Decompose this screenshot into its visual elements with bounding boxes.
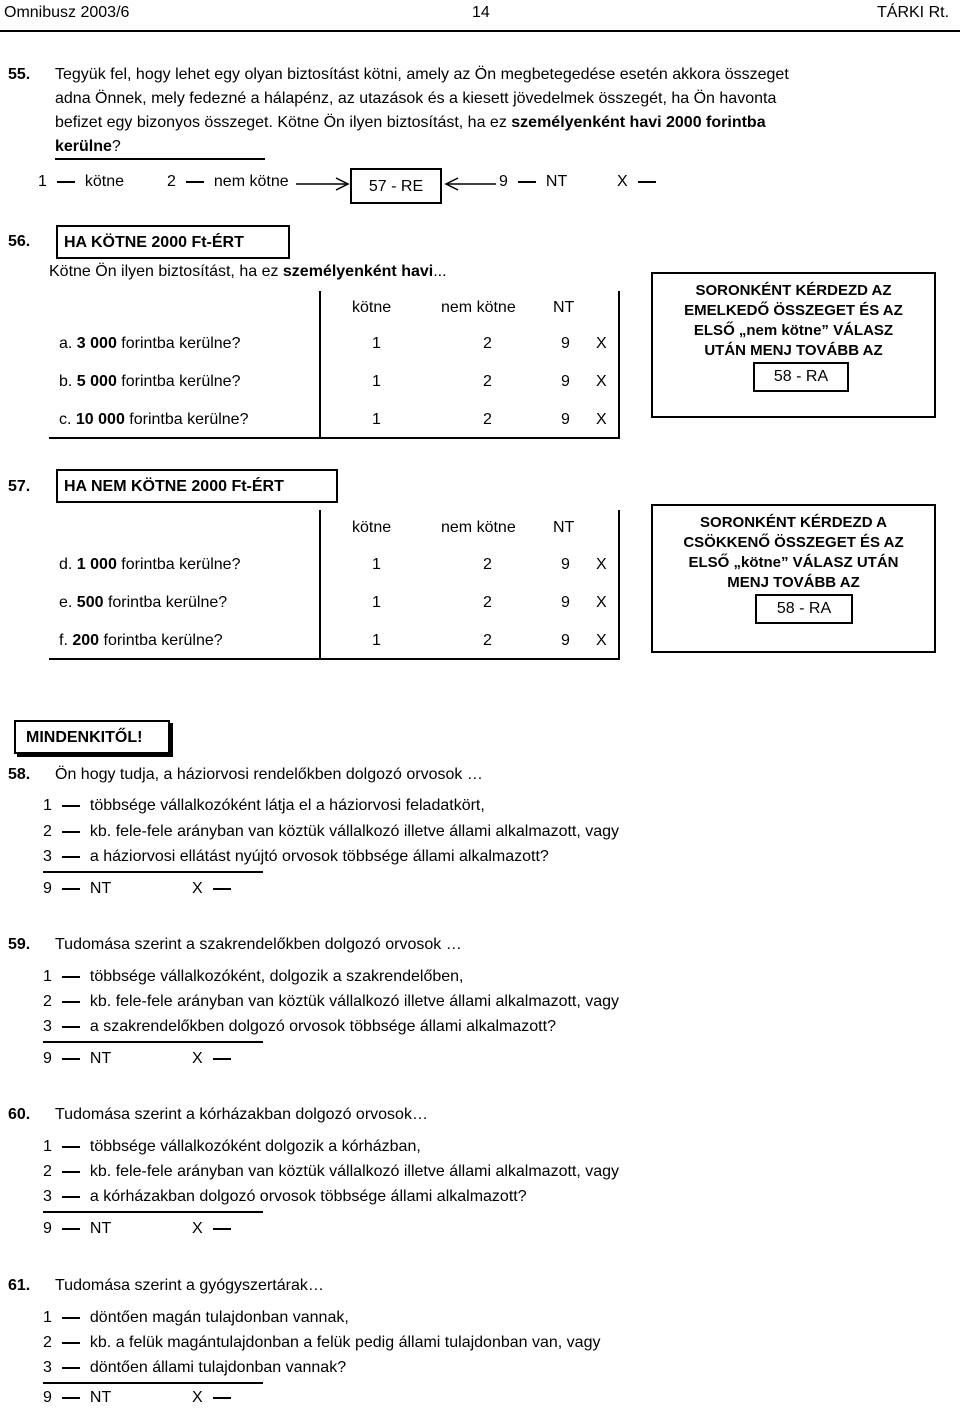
q61-option-3[interactable]: 3 döntően állami tulajdonban vannak? <box>43 1359 347 1376</box>
q59-option-3[interactable]: 3 a szakrendelőkben dolgozó orvosok többsége állami alkalmazott? <box>43 1018 556 1035</box>
q58-option-2[interactable]: 2 kb. fele-fele arányban van köztük vállalkozó illetve állami alkalmazott, vagy <box>43 823 620 840</box>
q57-goto: 58 - RA <box>776 600 832 617</box>
q55-option-x[interactable]: X <box>617 173 666 191</box>
q55-number: 55. <box>8 66 31 83</box>
q57-row-e-code-2[interactable]: 2 <box>483 594 492 611</box>
q55-line2: adna Önnek, mely fedezné a hálapénz, az utazások és a kiesett jövedelmek összegét, ha Ön havonta <box>55 90 777 107</box>
q58-option-1[interactable]: 1 többsége vállalkozóként látja el a háziorvosi feladatkört, <box>43 797 485 814</box>
header-divider <box>0 30 960 32</box>
q56-row-b-label: b. 5 000 forintba kerülne? <box>59 373 241 390</box>
q56-row-b-code-9[interactable]: 9 <box>561 373 570 390</box>
q57-table-right-border <box>618 510 620 660</box>
q60-option-9[interactable]: 9 NT <box>43 1220 112 1237</box>
q56-instruction-box <box>651 272 936 418</box>
q60-option-x[interactable]: X <box>192 1220 241 1238</box>
q57-row-d-code-9[interactable]: 9 <box>561 556 570 573</box>
q57-row-d-code-x[interactable]: X <box>596 556 607 573</box>
q56-table-left-border <box>319 291 321 439</box>
q56-row-a-code-2[interactable]: 2 <box>483 335 492 352</box>
q59-option-x[interactable]: X <box>192 1050 241 1068</box>
q61-question: Tudomása szerint a gyógyszertárak… <box>55 1277 324 1294</box>
q56-note-line3: ELSŐ „nem kötne” VÁLASZ <box>693 322 894 339</box>
q57-row-d-code-2[interactable]: 2 <box>483 556 492 573</box>
q56-table-bottom-border <box>49 437 620 439</box>
q56-row-c-label: c. 10 000 forintba kerülne? <box>59 411 249 428</box>
q59-option-2[interactable]: 2 kb. fele-fele arányban van köztük vállalkozó illetve állami alkalmazott, vagy <box>43 993 620 1010</box>
q56-note-line4: UTÁN MENJ TOVÁBB AZ <box>704 342 883 359</box>
q57-note-line2: CSÖKKENŐ ÖSSZEGET ÉS AZ <box>683 534 904 551</box>
q56-row-a-label: a. 3 000 forintba kerülne? <box>59 335 241 352</box>
page-number: 14 <box>472 4 490 21</box>
q56-table-right-border <box>618 291 620 439</box>
q56-title: HA KÖTNE 2000 Ft-ÉRT <box>64 234 244 251</box>
q56-note-line1: SORONKÉNT KÉRDEZD AZ <box>695 282 892 299</box>
q55-option-2[interactable]: 2 nem kötne <box>167 173 289 190</box>
q59-question: Tudomása szerint a szakrendelőkben dolgozó orvosok … <box>55 936 462 953</box>
q57-title-box <box>56 469 338 503</box>
q59-option-9[interactable]: 9 NT <box>43 1050 112 1067</box>
q57-row-e-label: e. 500 forintba kerülne? <box>59 594 228 611</box>
q60-option-2[interactable]: 2 kb. fele-fele arányban van köztük vállalkozó illetve állami alkalmazott, vagy <box>43 1163 620 1180</box>
q56-intro: Kötne Ön ilyen biztosítást, ha ez személyenként havi... <box>49 263 447 280</box>
q57-col-nt: NT <box>553 519 575 536</box>
q56-row-b-code-x[interactable]: X <box>596 373 607 390</box>
q57-number: 57. <box>8 478 31 495</box>
q55-underline <box>55 158 265 160</box>
q55-line3: befizet egy bizonyos összeget. Kötne Ön ilyen biztosítást, ha ez személyenként havi 2000 forintba <box>55 114 766 131</box>
q56-row-b-code-1[interactable]: 1 <box>372 373 381 390</box>
q61-option-x[interactable]: X <box>192 1389 241 1407</box>
q57-row-d-code-1[interactable]: 1 <box>372 556 381 573</box>
q56-note-line2: EMELKEDŐ ÖSSZEGET ÉS AZ <box>684 302 903 319</box>
q59-number: 59. <box>8 936 31 953</box>
q57-table-bottom-border <box>49 658 620 660</box>
q58-option-3[interactable]: 3 a háziorvosi ellátást nyújtó orvosok többsége állami alkalmazott? <box>43 848 549 865</box>
q58-divider <box>43 871 263 873</box>
q59-option-1[interactable]: 1 többsége vállalkozóként, dolgozik a szakrendelőben, <box>43 968 464 985</box>
q57-col-kotne: kötne <box>352 519 392 536</box>
q57-instruction-box <box>651 504 936 653</box>
q61-option-1[interactable]: 1 döntően magán tulajdonban vannak, <box>43 1309 349 1326</box>
q56-row-a-code-9[interactable]: 9 <box>561 335 570 352</box>
q56-col-nem-kotne: nem kötne <box>441 299 516 316</box>
q57-table-left-border <box>319 510 321 660</box>
q56-row-c-code-2[interactable]: 2 <box>483 411 492 428</box>
header-left: Omnibusz 2003/6 <box>4 4 130 21</box>
q59-divider <box>43 1041 263 1043</box>
header-right: TÁRKI Rt. <box>877 4 950 21</box>
q60-option-3[interactable]: 3 a kórházakban dolgozó orvosok többsége állami alkalmazott? <box>43 1188 527 1205</box>
q55-line4: kerülne? <box>55 138 121 155</box>
q57-note-line3: ELSŐ „kötne” VÁLASZ UTÁN <box>688 554 899 571</box>
q56-col-nt: NT <box>553 299 575 316</box>
q55-arrow-right <box>442 176 498 192</box>
q55-goto-box <box>350 168 442 204</box>
q57-row-e-code-9[interactable]: 9 <box>561 594 570 611</box>
q57-row-f-code-1[interactable]: 1 <box>372 632 381 649</box>
q56-number: 56. <box>8 233 31 250</box>
q57-row-f-code-9[interactable]: 9 <box>561 632 570 649</box>
q60-number: 60. <box>8 1106 31 1123</box>
q60-divider <box>43 1211 263 1213</box>
q58-question: Ön hogy tudja, a háziorvosi rendelőkben dolgozó orvosok … <box>55 766 483 783</box>
q58-number: 58. <box>8 766 31 783</box>
q57-title: HA NEM KÖTNE 2000 Ft-ÉRT <box>64 478 284 495</box>
q55-option-1[interactable]: 1 kötne <box>38 173 125 190</box>
q56-row-c-code-9[interactable]: 9 <box>561 411 570 428</box>
q57-row-e-code-1[interactable]: 1 <box>372 594 381 611</box>
q56-row-a-code-1[interactable]: 1 <box>372 335 381 352</box>
q57-row-f-label: f. 200 forintba kerülne? <box>59 632 223 649</box>
q61-number: 61. <box>8 1277 31 1294</box>
q56-goto-box <box>753 362 849 392</box>
q60-option-1[interactable]: 1 többsége vállalkozóként dolgozik a kórházban, <box>43 1138 421 1155</box>
q60-question: Tudomása szerint a kórházakban dolgozó orvosok… <box>55 1106 428 1123</box>
everyone-label: MINDENKITŐL! <box>26 729 143 746</box>
q56-col-kotne: kötne <box>352 299 392 316</box>
q57-row-d-label: d. 1 000 forintba kerülne? <box>59 556 241 573</box>
q55-option-9[interactable]: 9 NT <box>499 173 568 190</box>
q57-row-f-code-2[interactable]: 2 <box>483 632 492 649</box>
q57-row-f-code-x[interactable]: X <box>596 632 607 649</box>
q58-option-9[interactable]: 9 NT <box>43 880 112 897</box>
q56-title-box <box>56 225 290 259</box>
q56-goto: 58 - RA <box>773 368 829 385</box>
q56-row-a-code-x[interactable]: X <box>596 335 607 352</box>
q56-row-c-code-1[interactable]: 1 <box>372 411 381 428</box>
q55-line1: Tegyük fel, hogy lehet egy olyan biztosítást kötni, amely az Ön megbetegedése esetén akkora összeget <box>55 66 789 83</box>
q57-note-line4: MENJ TOVÁBB AZ <box>727 574 860 591</box>
q58-option-x[interactable]: X <box>192 880 241 898</box>
q57-row-e-code-x[interactable]: X <box>596 594 607 611</box>
everyone-box <box>14 720 170 754</box>
q57-col-nem-kotne: nem kötne <box>441 519 516 536</box>
q56-row-b-code-2[interactable]: 2 <box>483 373 492 390</box>
q61-option-2[interactable]: 2 kb. a felük magántulajdonban a felük pedig állami tulajdonban van, vagy <box>43 1334 601 1351</box>
q56-row-c-code-x[interactable]: X <box>596 411 607 428</box>
q61-option-9[interactable]: 9 NT <box>43 1389 112 1406</box>
q55-arrow-left <box>296 176 352 192</box>
q57-note-line1: SORONKÉNT KÉRDEZD A <box>700 514 887 531</box>
q57-goto-box <box>755 594 853 624</box>
q61-divider <box>43 1382 263 1384</box>
q55-goto: 57 - RE <box>368 178 424 195</box>
